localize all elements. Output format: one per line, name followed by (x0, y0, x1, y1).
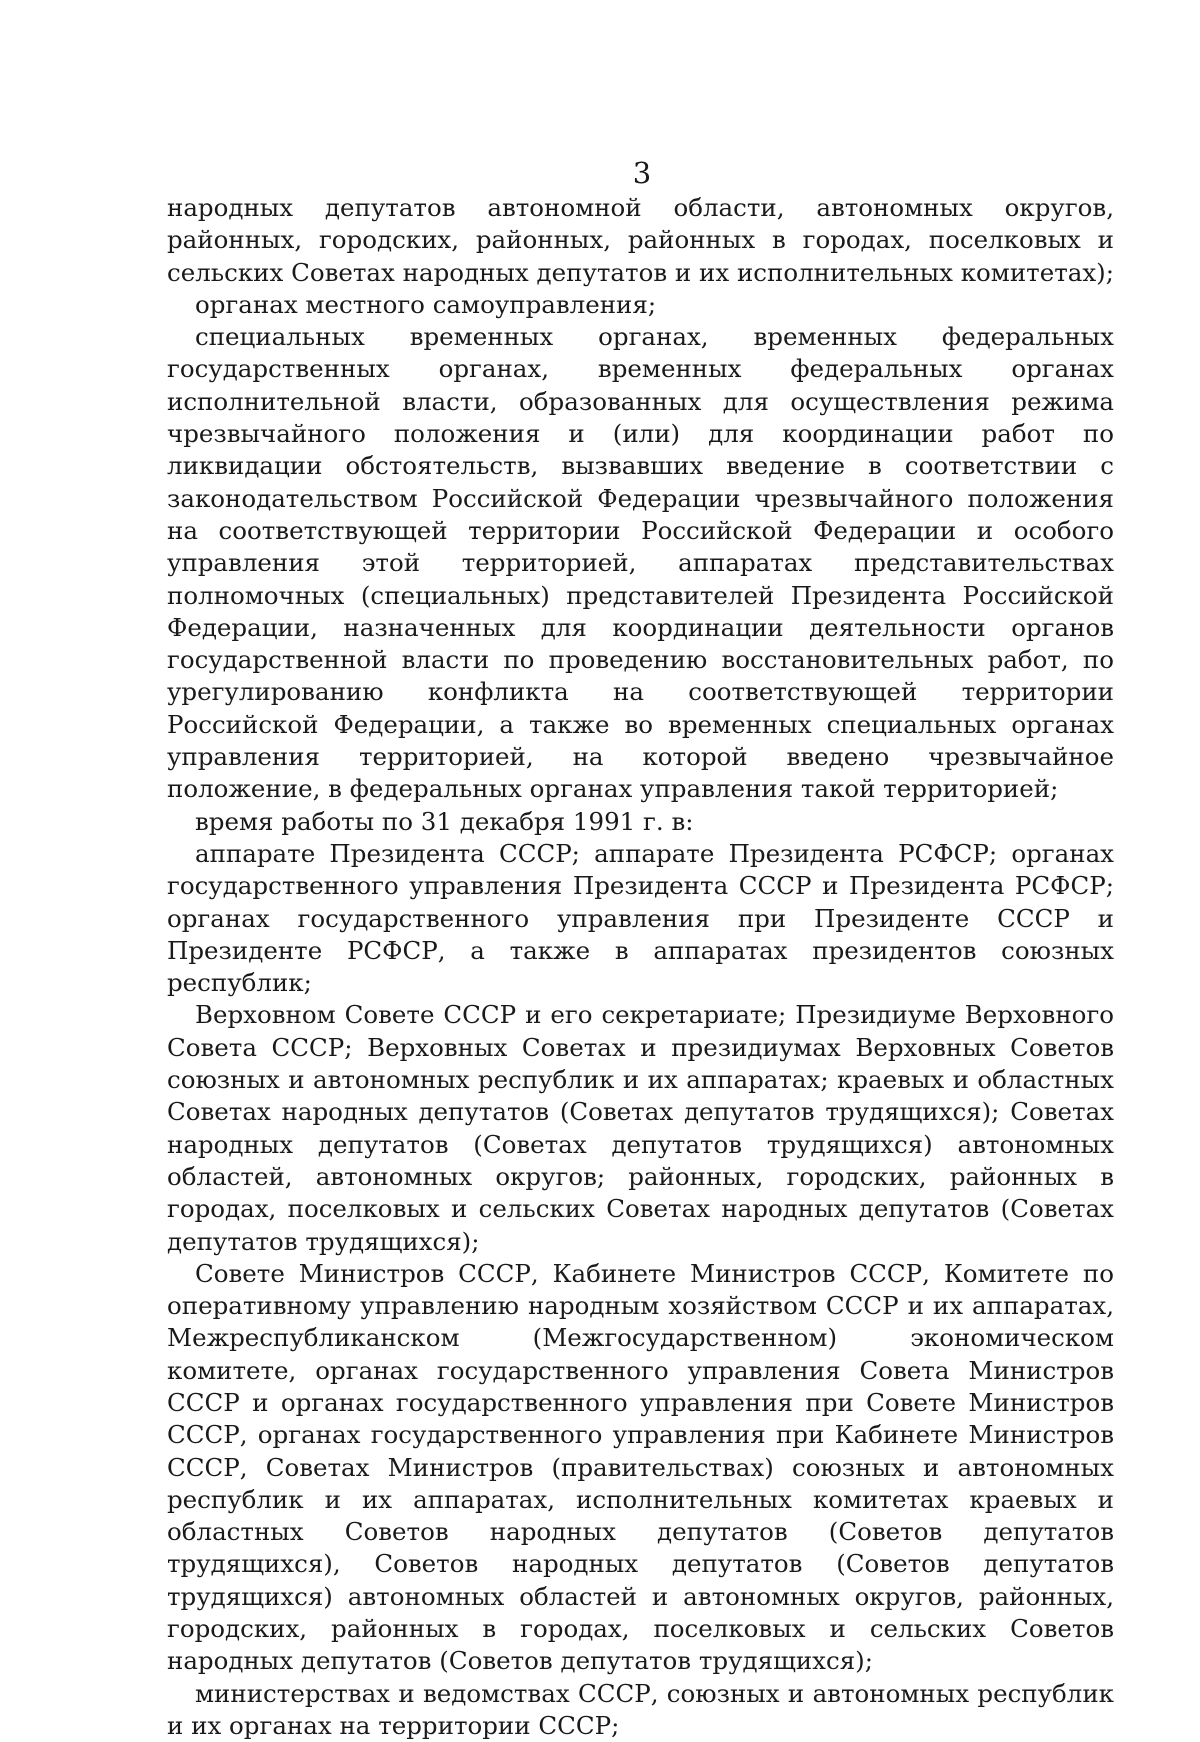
page-number: 3 (632, 156, 652, 190)
paragraph-president-apparatus: аппарате Президента СССР; аппарате Президента РСФСР; органах государственного управления Президента СССР и Президента РСФСР; органах государственного управления при Президенте СССР и Президенте РСФСР, а также в аппаратах президентов союзных республик; (167, 838, 1114, 998)
paragraph-local-self-government: органах местного самоуправления; (195, 289, 657, 319)
paragraph-ministries: министерствах и ведомствах СССР, союзных и автономных республик и их органах на территории СССР; (167, 1678, 1114, 1740)
document-body (167, 192, 1114, 1742)
paragraph-continuation: народных депутатов автономной области, автономных округов, районных, городских, районных, районных в городах, поселковых и сельских Советах народных депутатов и их исполнительных комитетах); (167, 193, 1114, 287)
paragraph-work-period: время работы по 31 декабря 1991 г. в: (195, 806, 694, 836)
paragraph-council-of-ministers: Совете Министров СССР, Кабинете Министров СССР, Комитете по оперативному управлению народным хозяйством СССР и их аппаратах, Межреспубликанском (Межгосударственном) экономическом комитете, органах государственного управления Совета Министров СССР и органах государственного управления при Совете Министров СССР, органах государственного управления при Кабинете Министров СССР, Советах Министров (правительствах) союзных и автономных республик и их аппаратах, исполнительных комитетах краевых и областных Советов народных депутатов (Советов депутатов трудящихся), Советов народных депутатов (Советов депутатов трудящихся) автономных областей и автономных округов, районных, городских, районных в городах, поселковых и сельских Советов народных депутатов (Советов депутатов трудящихся); (167, 1258, 1114, 1676)
paragraph-special-temporary-bodies: специальных временных органах, временных федеральных государственных органах, временных федеральных органах исполнительной власти, образованных для осуществления режима чрезвычайного положения и (или) для координации работ по ликвидации обстоятельств, вызвавших введение в соответствии с законодательством Российской Федерации чрезвычайного положения на соответствующей территории Российской Федерации и особого управления этой территорией, аппаратах представительствах полномочных (специальных) представителей Президента Российской Федерации, назначенных для координации деятельности органов государственной власти по проведению восстановительных работ, по урегулированию конфликта на соответствующей территории Российской Федерации, а также во временных специальных органах управления территорией, на которой введено чрезвычайное положение, в федеральных органах управления такой территорией; (167, 322, 1114, 804)
paragraph-supreme-soviet: Верховном Совете СССР и его секретариате; Президиуме Верховного Совета СССР; Верховных Советах и президиумах Верховных Советов союзных и автономных республик и их аппаратах; краевых и областных Советах народных депутатов (Советах депутатов трудящихся); Советах народных депутатов (Советах депутатов трудящихся) автономных областей, автономных округов; районных, городских, районных в городах, поселковых и сельских Советах народных депутатов (Советах депутатов трудящихся); (167, 1000, 1114, 1256)
